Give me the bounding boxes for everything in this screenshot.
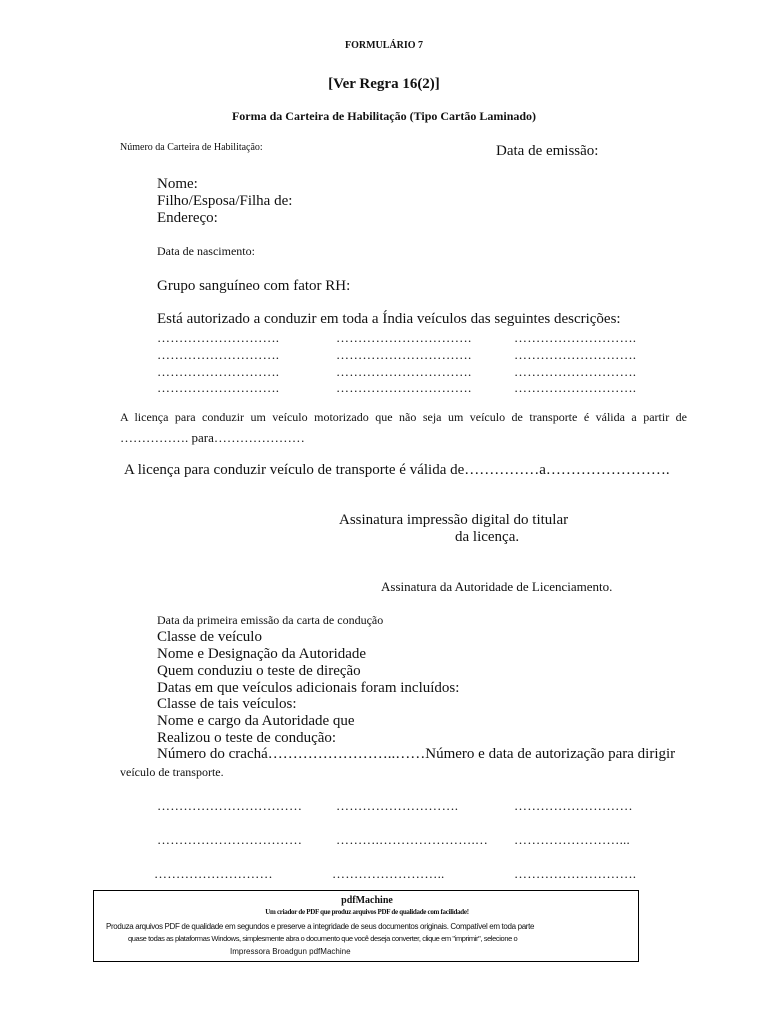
blood-group-label: Grupo sanguíneo com fator RH: (157, 278, 351, 294)
authorization-dots: …………………………… (157, 832, 303, 847)
form-number: FORMULÁRIO 7 (344, 40, 424, 51)
birth-date-label: Data de nascimento: (157, 244, 255, 258)
vehicle-class-label: Classe de veículo (157, 629, 262, 645)
authorized-vehicles-label: Está autorizado a conduzir em toda a Índia veículos das seguintes descrições: (157, 311, 621, 327)
footer-line3: Impressora Broadgun pdfMachine (230, 947, 351, 956)
license-number-label: Número da Carteira de Habilitação: (120, 142, 263, 153)
authorization-dots: ………………………. (336, 798, 459, 813)
authorization-dots: ……………………… (514, 798, 633, 813)
footer-line2: quase todas as plataformas Windows, simplesmente abra o documento que você deseja converter, clique em "imprimir", selecione o (128, 934, 518, 943)
transport-vehicle-label: veículo de transporte. (120, 765, 224, 779)
vehicle-description-dots: ………………………. (157, 364, 280, 379)
authority-role-label: Nome e cargo da Autoridade que (157, 713, 355, 729)
vehicle-description-dots: ………………………. (157, 347, 280, 362)
authorization-dots: ……………………… (154, 866, 273, 881)
vehicle-description-dots: ………………………. (157, 380, 280, 395)
vehicle-description-dots: …………………………. (336, 347, 472, 362)
authorization-dots: ……….………………….… (336, 832, 489, 847)
authorization-dots: ………………………. (514, 866, 637, 881)
test-done-label: Realizou o teste de condução: (157, 730, 337, 746)
holder-signature-line2: da licença. (455, 529, 520, 545)
pdfmachine-footer-box (93, 890, 639, 962)
authorization-dots: …………………………… (157, 798, 303, 813)
holder-signature-line1: Assinatura impressão digital do titular (339, 512, 569, 528)
footer-brand: pdfMachine (341, 895, 393, 906)
such-vehicles-class-label: Classe de tais veículos: (157, 696, 297, 712)
vehicle-description-dots: ………………………. (514, 347, 637, 362)
authority-signature: Assinatura da Autoridade de Licenciamento. (381, 579, 613, 594)
footer-line1: Produza arquivos PDF de qualidade em segundos e preserve a integridade de seus documentos originais. Compatível em toda parte (106, 922, 535, 931)
rule-reference: [Ver Regra 16(2)] (328, 76, 440, 92)
vehicle-description-dots: …………………………. (336, 330, 472, 345)
badge-number-label: Número do crachá……………………..……Número e data de autorização para dirigir (157, 746, 676, 762)
parent-label: Filho/Esposa/Filha de: (157, 193, 293, 209)
authorization-dots: …………………….. (332, 866, 445, 881)
test-conductor-label: Quem conduziu o teste de direção (157, 663, 361, 679)
vehicle-description-dots: ………………………. (514, 364, 637, 379)
vehicle-description-dots: ………………………. (157, 330, 280, 345)
address-label: Endereço: (157, 210, 218, 226)
authorization-dots: ……………………... (514, 832, 630, 847)
first-issue-label: Data da primeira emissão da carta de condução (157, 613, 384, 627)
non-transport-validity-line1: A licença para conduzir um veículo motorizado que não seja um veículo de transporte é válida a partir de (120, 410, 687, 424)
transport-validity: A licença para conduzir veículo de transporte é válida de……………a……………………. (124, 462, 670, 478)
authority-name-label: Nome e Designação da Autoridade (157, 646, 367, 662)
issue-date-label: Data de emissão: (496, 143, 599, 159)
footer-tagline: Um criador de PDF que produz arquivos PDF de qualidade com facilidade! (265, 908, 469, 916)
form-title: Forma da Carteira de Habilitação (Tipo Cartão Laminado) (231, 109, 537, 123)
name-label: Nome: (157, 176, 198, 192)
added-vehicles-dates-label: Datas em que veículos adicionais foram incluídos: (157, 680, 460, 696)
vehicle-description-dots: …………………………. (336, 380, 472, 395)
non-transport-validity-line2: ……………. para………………… (120, 430, 305, 445)
vehicle-description-dots: …………………………. (336, 364, 472, 379)
vehicle-description-dots: ………………………. (514, 330, 637, 345)
vehicle-description-dots: ………………………. (514, 380, 637, 395)
